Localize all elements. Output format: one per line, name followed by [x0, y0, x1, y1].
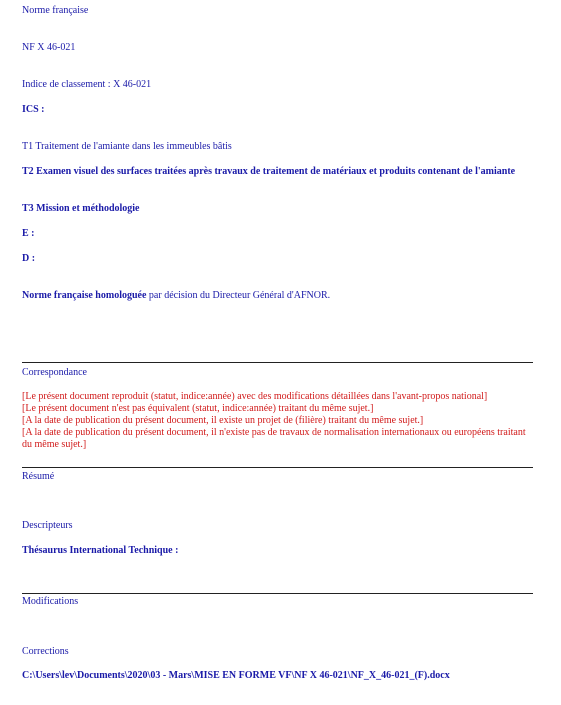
- descripteurs-label: Descripteurs: [22, 520, 73, 531]
- title-t1: T1 Traitement de l'amiante dans les immeubles bâtis: [22, 141, 232, 152]
- correspondance-line: [A la date de publication du présent document, il n'existe pas de travaux de normalisation internationaux ou européens traitant du même sujet.]: [22, 427, 526, 450]
- title-t2: T2 Examen visuel des surfaces traitées après travaux de traitement de matériaux et produits contenant de l'amiante: [22, 166, 516, 177]
- correspondance-line: [Le présent document n'est pas équivalent (statut, indice:année) traitant du même sujet.]: [22, 403, 374, 414]
- file-path: C:\Users\lev\Documents\2020\03 - Mars\MISE EN FORME VF\NF X 46-021\NF_X_46-021_(F).docx: [22, 670, 450, 681]
- section-rule-resume: [22, 467, 533, 468]
- correspondance-list: [22, 391, 532, 451]
- corrections-label: Corrections: [22, 646, 69, 657]
- indice-classement: Indice de classement : X 46-021: [22, 79, 152, 90]
- title-t3: T3 Mission et méthodologie: [22, 203, 140, 214]
- modifications-label: Modifications: [22, 596, 79, 607]
- title-e: E :: [22, 228, 35, 239]
- section-rule-correspondance: [22, 362, 533, 363]
- thesaurus-label: Thésaurus International Technique :: [22, 545, 179, 556]
- homologation-rest: par décision du Directeur Général d'AFNOR.: [146, 290, 331, 301]
- ics-label: ICS :: [22, 104, 45, 115]
- resume-label: Résumé: [22, 471, 55, 482]
- homologation-statement: [22, 290, 532, 302]
- correspondance-label: Correspondance: [22, 367, 87, 378]
- norme-reference: NF X 46-021: [22, 42, 76, 53]
- title-d: D :: [22, 253, 36, 264]
- norme-label: Norme française: [22, 5, 89, 16]
- homologation-bold: Norme française homologuée: [22, 290, 147, 301]
- correspondance-line: [Le présent document reproduit (statut, indice:année) avec des modifications détaillées dans l'avant-propos national]: [22, 391, 488, 402]
- section-rule-modifications: [22, 593, 533, 594]
- correspondance-line: [A la date de publication du présent document, il existe un projet de (filière) traitant du même sujet.]: [22, 415, 424, 426]
